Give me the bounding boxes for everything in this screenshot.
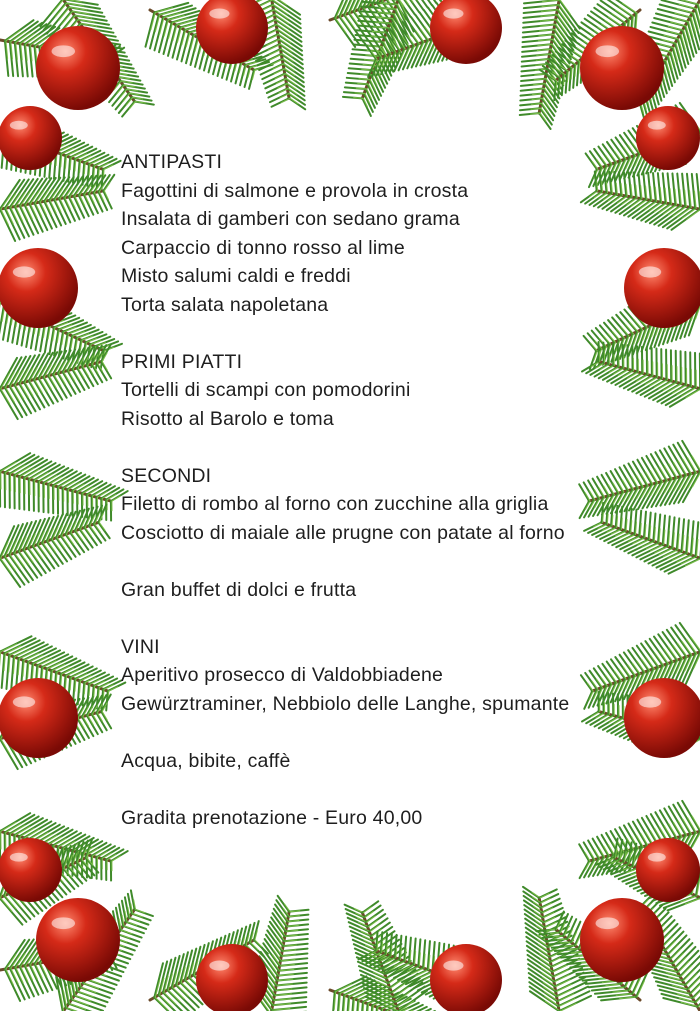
drinks-line: Acqua, bibite, caffè [121,749,291,772]
bauble [36,898,120,982]
bauble [0,678,78,758]
menu-item: Carpaccio di tonno rosso al lime [121,236,405,259]
bauble [0,838,62,902]
menu-item: Gewürztraminer, Nebbiolo delle Langhe, spumante [121,692,570,715]
bauble [36,26,120,110]
menu-item: Torta salata napoletana [121,293,329,316]
menu-item: Insalata di gamberi con sedano grama [121,208,460,230]
menu-item: Tortelli di scampi con pomodorini [121,379,411,401]
menu-item: Misto salumi caldi e freddi [121,265,351,287]
menu-text [121,148,621,832]
menu-item: Risotto al Barolo e toma [121,407,334,430]
price-line: Gradita prenotazione - Euro 40,00 [121,806,423,829]
bauble [430,944,502,1011]
menu-item: Fagottini di salmone e provola in crosta [121,179,469,202]
menu-item: Filetto di rombo al forno con zucchine alla griglia [121,493,549,515]
bauble [0,106,62,170]
bauble [0,248,78,328]
bauble [636,838,700,902]
section-heading-vini: VINI [121,635,160,658]
bauble [636,106,700,170]
dessert-line: Gran buffet di dolci e frutta [121,578,357,601]
menu-item: Aperitivo prosecco di Valdobbiadene [121,664,444,686]
bauble [580,898,664,982]
section-heading-primi: PRIMI PIATTI [121,350,243,373]
section-heading-secondi: SECONDI [121,464,212,487]
section-heading-antipasti: ANTIPASTI [121,151,223,173]
menu-item: Cosciotto di maiale alle prugne con patate al forno [121,521,565,544]
bauble [580,26,664,110]
